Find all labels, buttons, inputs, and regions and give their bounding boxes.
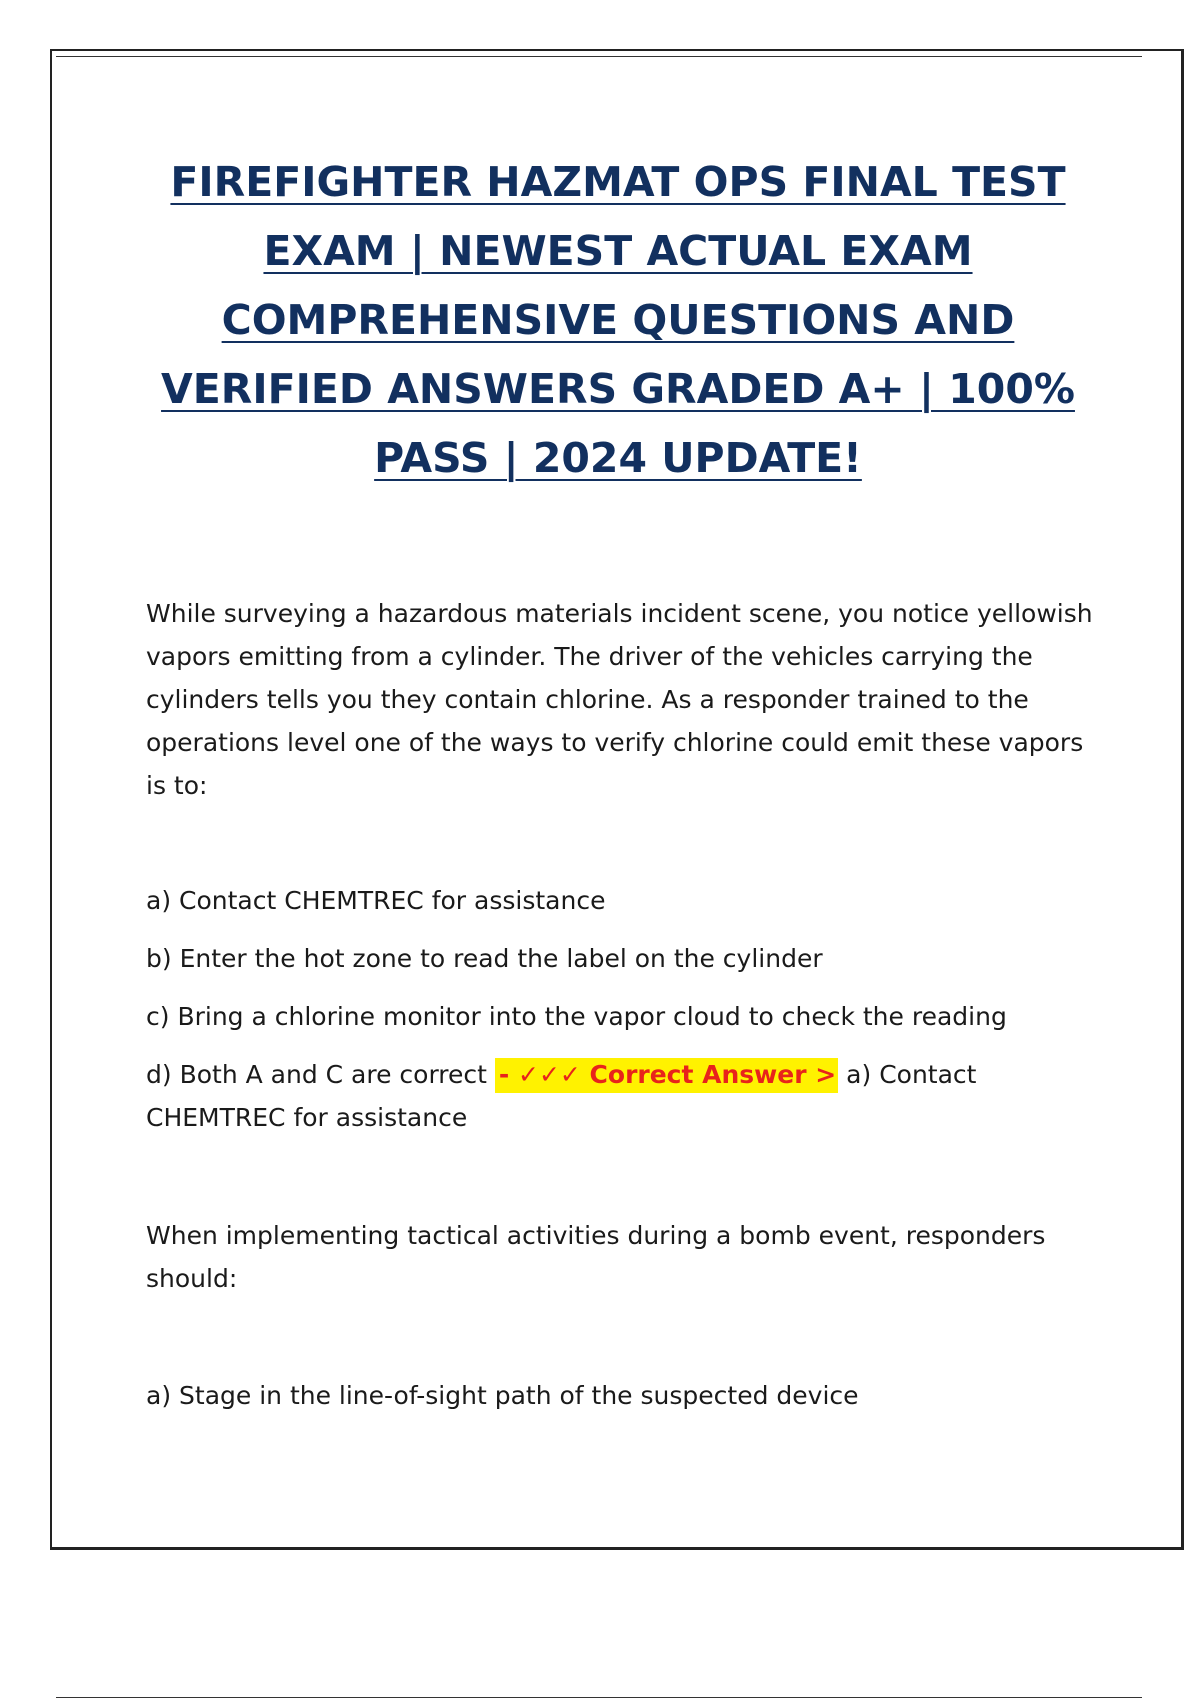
document-title — [120, 148, 1116, 493]
bottom-rule — [56, 1697, 1142, 1698]
question-text: When implementing tactical activities during a bomb event, responders should: — [146, 1221, 1046, 1293]
top-rule — [56, 56, 1142, 57]
answer-options — [146, 879, 1106, 1139]
answer-options — [146, 1374, 1106, 1417]
answer-option: a) Contact CHEMTREC for assistance — [146, 886, 606, 915]
answer-option-with-answer — [146, 1053, 1106, 1139]
answer-option: b) Enter the hot zone to read the label on the cylinder — [146, 944, 823, 973]
answer-option-text: d) Both A and C are correct — [146, 1060, 487, 1089]
title-line: PASS | 2024 UPDATE! — [374, 434, 862, 482]
question-text: While surveying a hazardous materials incident scene, you notice yellowish vapors emitting from a cylinder. The driver of the vehicles carrying the cylinders tells you they contain chlorine. As a responder trained to the operations level one of the ways to verify chlorine could emit these vapors is to: — [146, 599, 1093, 800]
title-line: VERIFIED ANSWERS GRADED A+ | 100% — [161, 365, 1075, 413]
answer-option: c) Bring a chlorine monitor into the vapor cloud to check the reading — [146, 1002, 1007, 1031]
title-line: EXAM | NEWEST ACTUAL EXAM — [263, 227, 973, 275]
answer-option: a) Stage in the line-of-sight path of the suspected device — [146, 1381, 859, 1410]
correct-answer-text: a) Contact CHEMTREC for assistance — [146, 1060, 977, 1132]
document-body — [146, 592, 1106, 1417]
title-line: FIREFIGHTER HAZMAT OPS FINAL TEST — [170, 158, 1066, 206]
correct-answer-marker: - ✓✓✓ Correct Answer > — [495, 1058, 838, 1093]
title-line: COMPREHENSIVE QUESTIONS AND — [221, 296, 1015, 344]
